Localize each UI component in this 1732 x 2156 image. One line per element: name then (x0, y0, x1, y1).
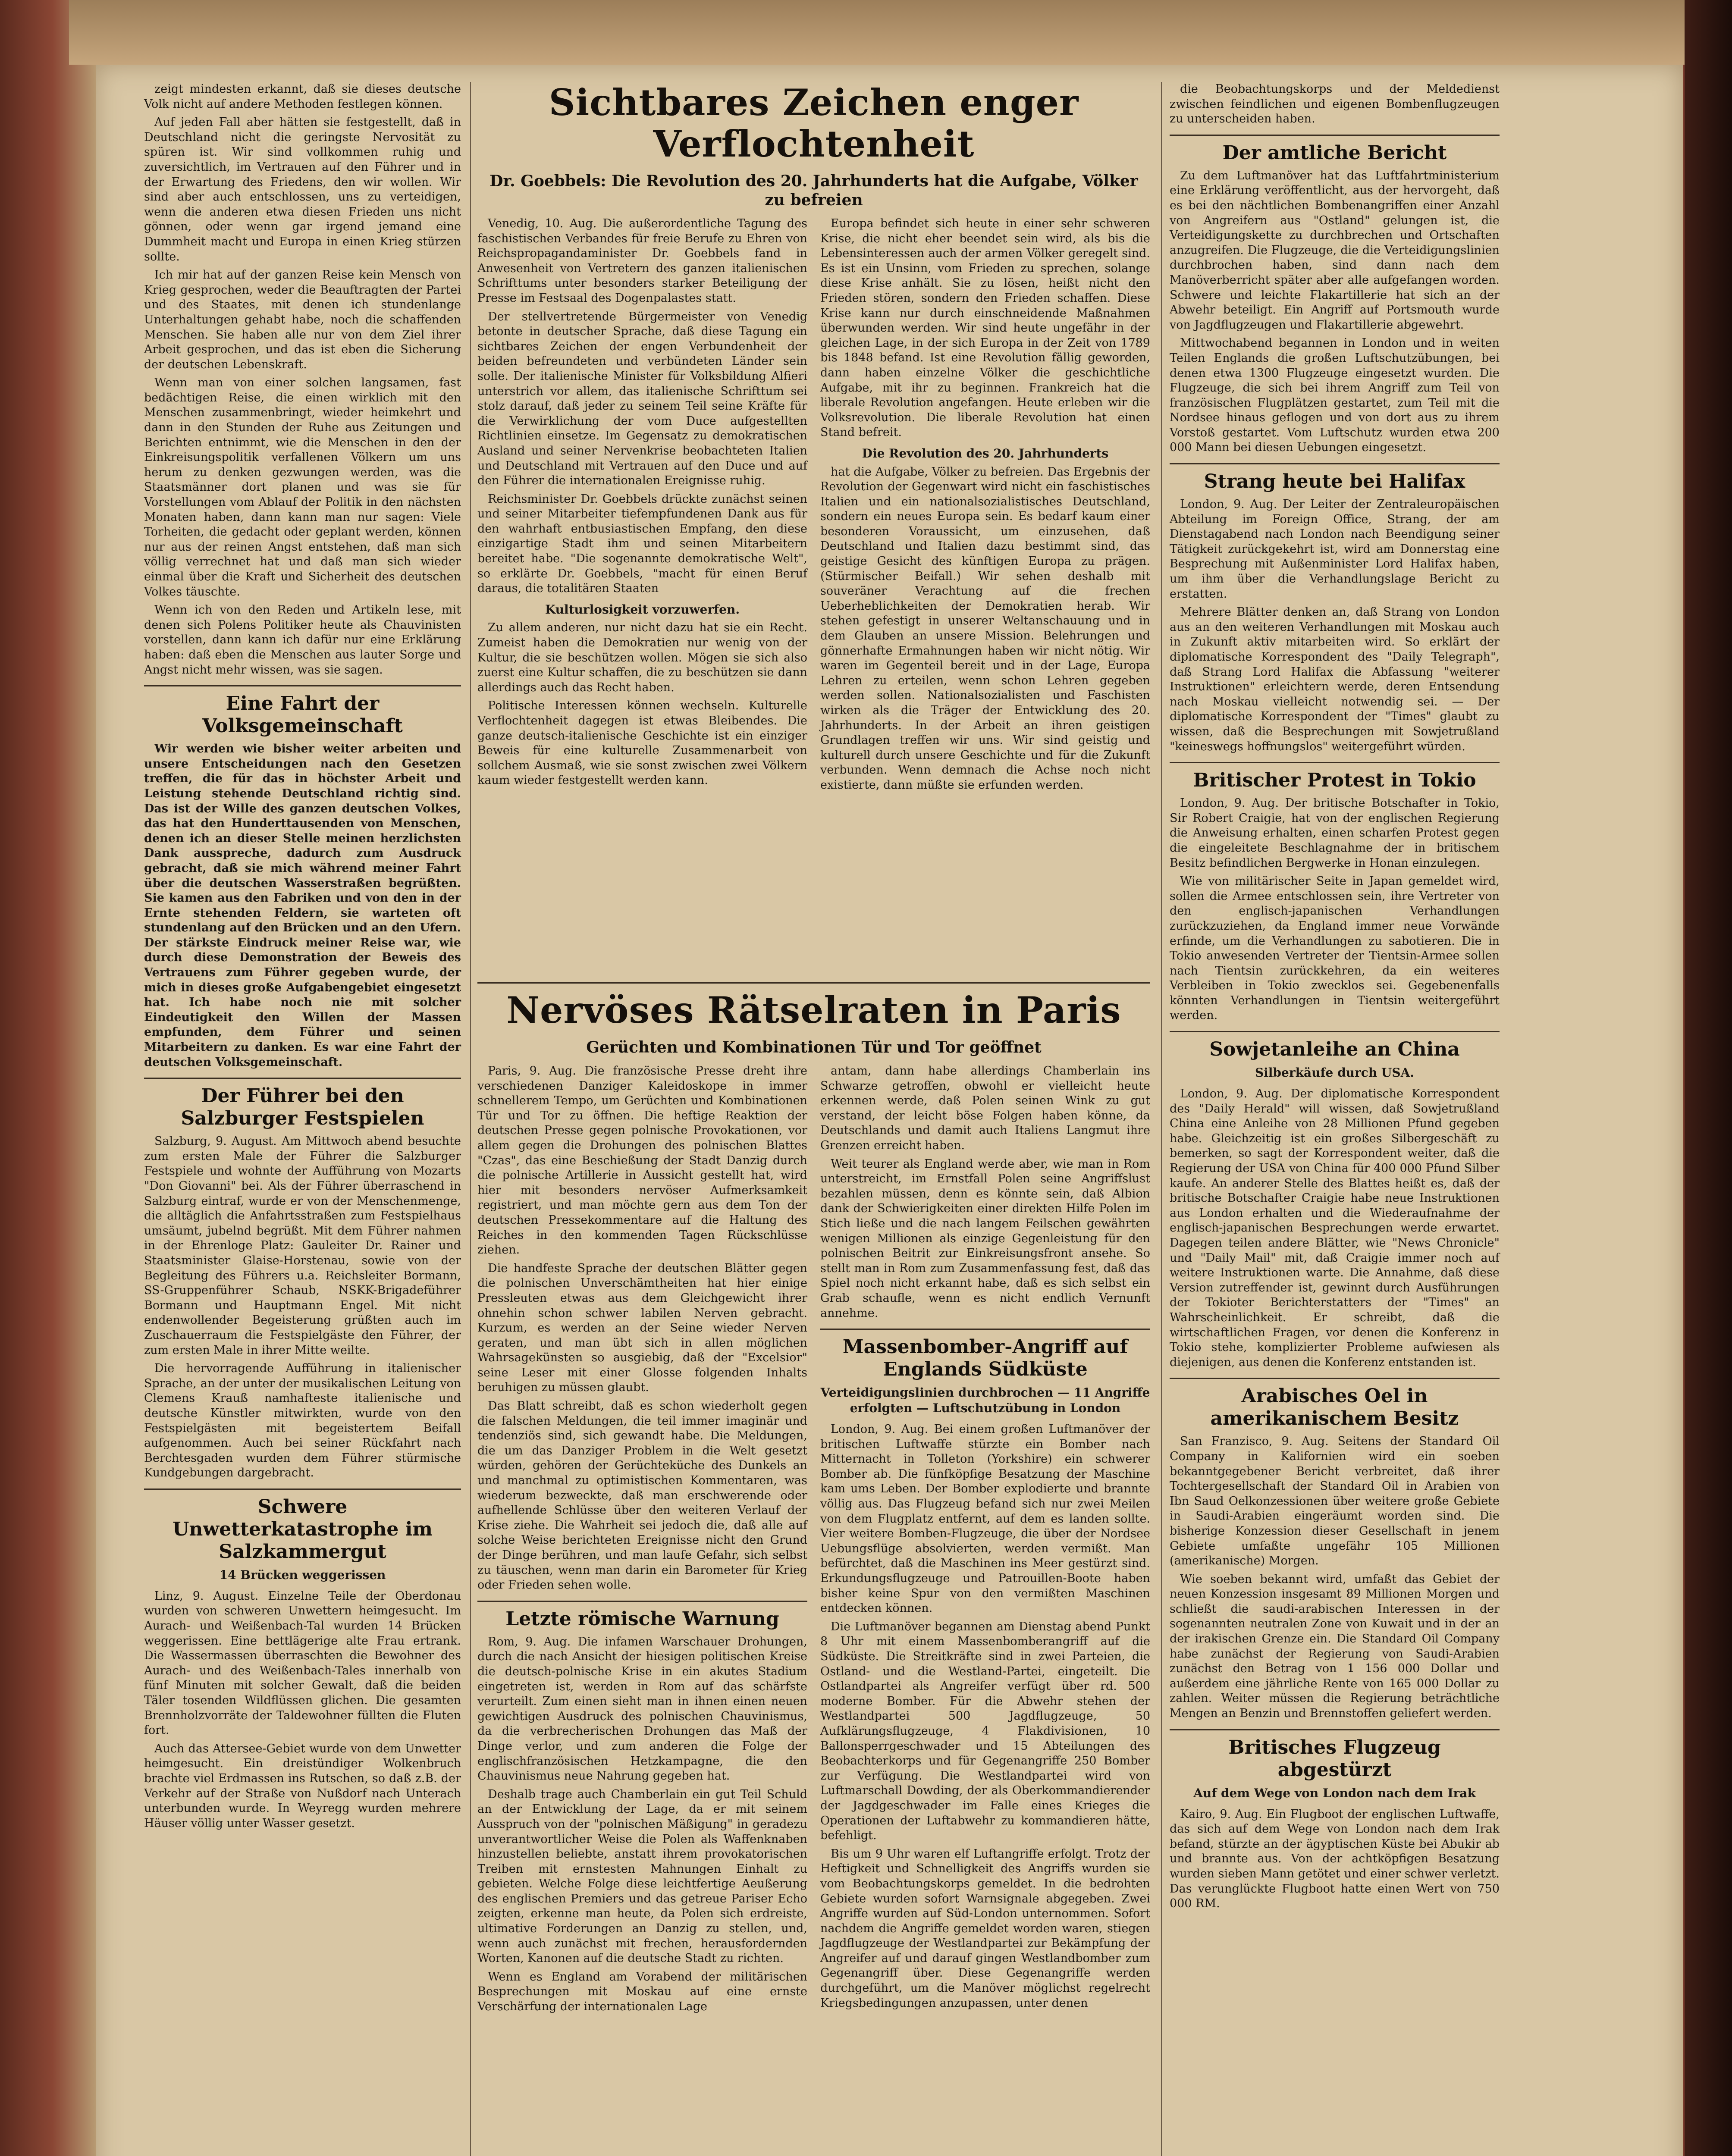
column-1 (144, 82, 461, 1834)
divider (477, 1601, 807, 1602)
article-paragraph: antam, dann habe allerdings Chamberlain ins Schwarze getroffen, obwohl er vielleicht heute erkennen werde, daß Polen seinen Wink zu gut verstand, der leicht böse Folgen haben könne, da Deutschlands und damit auch Italiens Langmut ihre Grenzen erreicht haben. (820, 1064, 1150, 1152)
headline-bomber: Massenbomber-Angriff auf Englands Südküste (842, 1336, 1128, 1381)
subhead-flugzeug: Auf dem Wege von London nach dem Irak (1193, 1786, 1476, 1800)
col1-paragraphs-2 (144, 742, 461, 1070)
article-paragraph: London, 9. Aug. Der diplomatische Korrespondent des "Daily Herald" will wissen, daß Sowjetrußland China eine Anleihe von 28 Millionen Pfund gegeben habe. Gleichzeitig ist ein großes Silbergeschäft zu bemerken, so sagt der Korrespondent weiter, daß die Regierung der USA von China für 400 000 Pfund Silber kaufe. An anderer Stelle des Blattes heißt es, daß der britische Botschafter Craigie habe neue Instruktionen aus London erhalten und die Wiederaufnahme der englisch-japanischen Besprechungen werde erwartet. Dagegen teilen andere Blätter, wie "News Chronicle" und "Daily Mail" mit, daß Craigie immer noch auf weitere Instruktionen warte. Die Annahme, daß diese Version zutreffender ist, gewinnt durch Ausführungen der Tokioter Berichterstatters der "Times" an Wahrscheinlichkeit. Er schreibt, daß die wirtschaftlichen Fragen, vor denen die Konferenz in Tokio stehe, komplizierter Probleme aufwiesen als diejenigen, aus denen die Konferenz entstanden ist. (1170, 1087, 1500, 1369)
article-paragraph: Wenn man von einer solchen langsamen, fast bedächtigen Reise, die einen wirklich mit den Menschen zusammenbringt, wieder heimkehrt und dann in den Stunden der Ruhe aus Zeitungen und Berichten entnimmt, wie die Menschen in den der Einkreisungspolitik verfallenen Völkern um uns herum zu denken gezwungen werden, was die Staatsmänner dort planen und was sie für Vorstellungen vom Ablauf der Politik in den nächsten Monaten haben, dann kann man nur sagen: Viele Torheiten, die gedacht oder geplant werden, können nur aus der reinen Angst entstehen, daß man sich völlig verrechnet hat und daß man sich wieder einmal über die Kraft und Sicherheit des deutschen Volkes täuschte. (144, 376, 461, 599)
main-col-a-text (477, 216, 807, 596)
article-paragraph: Wenn ich von den Reden und Artikeln lese, mit denen sich Polens Politiker heute als Chauvinisten vorstellen, dann kann ich dafür nur eine Erklärung haben: daß eben die Menschen aus lauter Sorge und Angst nicht mehr wissen, was sie sagen. (144, 603, 461, 677)
article-paragraph: Wenn es England am Vorabend der militärischen Besprechungen mit Moskau auf eine ernste Verschärfung der internationalen Lage (477, 1970, 807, 2014)
article-paragraph: Weit teurer als England werde aber, wie man in Rom unterstreicht, im Ernstfall Polen seine Angriffslust bezahlen müssen, denn es könnte sein, daß Albion dank der Schwierigkeiten einer direkten Hilfe Polen im Stich ließe und die nach langem Feilschen gewährten wenigen Millionen als einzige Gegenleistung für den polnischen Beitrit zur Einkreisungsfront ansehe. So stellt man in Rom zum Zusammenfassung fest, daß das Spiel noch nicht erkannt habe, daß es sich selbst ein Grab schaufle, wenn es nicht endlich Vernunft annehme. (820, 1157, 1150, 1320)
headline-salzburg: Der Führer bei den Salzburger Festspielen (181, 1085, 424, 1130)
article-paragraph: Der stellvertretende Bürgermeister von Venedig betonte in deutscher Sprache, daß diese Tagung ein sichtbares Zeichen der engen Verbundenheit der beiden befreundeten und verbündeten Länder sein solle. Der italienische Minister für Volksbildung Alfieri unterstrich vor allem, das italienische Schrifttum sei stolz darauf, daß jeder zu seinem Teil seine Kräfte für die Verwirklichung der vom Duce aufgestellten Richtlinien einsetze. Im Gegensatz zu demokratischen Ausland und seiner Nervenkrise beobachteten Italien und Deutschland mit Vertrauen auf den Duce und auf den Führer die internationalen Ereignisse ruhig. (477, 310, 807, 488)
paris-article (477, 975, 1150, 2018)
headline-bericht: Der amtliche Bericht (1222, 141, 1447, 164)
article-paragraph: Deshalb trage auch Chamberlain ein gut Teil Schuld an der Entwicklung der Lage, da er mit seinem Ausspruch von der "polnischen Mäßigung" in geradezu unverantwortlicher Weise die Polen als Waffenknaben hinzustellen beliebte, anstatt ihrem provokatorischen Treiben mit ernstesten Mahnungen Einhalt zu gebieten. Welche Folge diese leichtfertige Aeußerung des englischen Premiers und das getreue Pariser Echo zeigten, erkenne man heute, da Polen sich erdreiste, ultimative Forderungen an Danzig zu stellen, und, wenn auch zunächst mit frechen, herausfordernden Worten, Kanonen auf die deutsche Stadt zu richten. (477, 1787, 807, 1965)
article-paragraph: Salzburg, 9. August. Am Mittwoch abend besuchte zum ersten Male der Führer die Salzburger Festspiele und wohnte der Aufführung von Mozarts "Don Giovanni" bei. Als der Führer überraschend in Salzburg eintraf, wurde er von der Menschenmenge, die alltäglich die Anfahrtsstraßen zum Festspielhaus umsäumt, jubelnd begrüßt. Mit dem Führer nahmen in der Ehrenloge Platz: Gauleiter Dr. Rainer und Staatsminister Glaise-Horstenau, sowie von der Begleitung des Führers u.a. Reichsleiter Bormann, SS-Gruppenführer Schaub, NSKK-Brigadeführer Bormann und Hauptmann Engel. Mit nicht endenwollender Begeisterung grüßten auch im Zuschauerraum die Festspielgäste den Führer, der zum ersten Male in ihrer Mitte weilte. (144, 1134, 461, 1357)
main-col-b-text-b (820, 465, 1150, 793)
article-paragraph: Auf jeden Fall aber hätten sie festgestellt, daß in Deutschland nicht die geringste Nervosität zu spüren ist. Wir sind vollkommen ruhig und zuversichtlich, im Vertrauen auf den Führer und in der Erwartung des Friedens, den wir wollen. Wir sind aber auch entschlossen, uns zu verteidigen, wenn die anderen etwa diesen Frieden uns nicht gönnen, oder wenn gar irgend jemand eine Dummheit macht und Europa in einen Krieg stürzen sollte. (144, 116, 461, 263)
divider (1170, 1031, 1500, 1032)
article-paragraph: London, 9. Aug. Der britische Botschafter in Tokio, Sir Robert Craigie, hat von der englischen Regierung die Anweisung erhalten, einen scharfen Protest gegen die eingeleitete Beschlagnahme der in britischem Besitz befindlichen Bergwerke in Honan einzulegen. (1170, 796, 1500, 870)
page-stack-top (69, 0, 1691, 65)
headline-flugzeug: Britisches Flugzeug abgestürzt (1228, 1736, 1441, 1781)
main-col-a (477, 216, 807, 796)
column-5 (1170, 82, 1500, 1915)
article-paragraph: Auch das Attersee-Gebiet wurde von dem Unwetter heimgesucht. Ein dreistündiger Wolkenbruch brachte viel Erdmassen ins Rutschen, so daß z.B. der Verkehr auf der Straße von Nußdorf nach Unterach unterbunden wurde. In Weyregg wurden mehrere Häuser völlig unter Wasser gesetzt. (144, 1742, 461, 1830)
subhead-bomber: Verteidigungslinien durchbrochen — 11 Angriffe erfolgten — Luftschutzübung in London (820, 1385, 1150, 1416)
warnung-text (477, 1635, 807, 2015)
section-label: Kulturlosigkeit vorzuwerfen. (545, 602, 740, 617)
bomber-text (820, 1422, 1150, 2011)
article-paragraph: Die handfeste Sprache der deutschen Blätter gegen die polnischen Unverschämtheiten hat hier einige Pressleuten etwas aus dem Gleichgewicht ihrer ohnehin schon schwer labilen Nerven gebracht. Kurzum, es werden an der Seine wieder Nerven geraten, und man übt sich in allen möglichen Wahrsagekünsten so ausgiebig, daß der "Excelsior" seine Leser mit einer Glosse folgenden Inhalts beruhigen zu müssen glaubt. (477, 1261, 807, 1395)
col5-intro (1170, 82, 1500, 127)
paris-col-b-text (820, 1064, 1150, 1321)
column-rule (1161, 82, 1162, 2156)
oel-text (1170, 1434, 1500, 1721)
article-paragraph: Wie soeben bekannt wird, umfaßt das Gebiet der neuen Konzession insgesamt 89 Millionen Morgen und schließt die saudi-arabischen Interessen in der sogenannten neutralen Zone von Kuwait und in der an der irakischen Grenze ein. Die Standard Oil Company habe zunächst der Regierung von Saudi-Arabien zunächst den Betrag von 1 156 000 Dollar und außerdem eine jährliche Rente von 165 000 Dollar zu zahlen. Weiter müssen die Regierung beträchtliche Mengen an Benzin und Brennstoffen geliefert werden. (1170, 1572, 1500, 1720)
subhead-unwetter: 14 Brücken weggerissen (219, 1567, 386, 1582)
flug-text (1170, 1807, 1500, 1912)
article-paragraph: Wir werden wie bisher weiter arbeiten und unsere Entscheidungen nach den Gesetzen treffen, die für das in höchster Arbeit und Leistung stehende Deutschland richtig sind. Das ist der Wille des ganzen deutschen Volkes, das hat den Hunderttausenden von Menschen, denen ich an dieser Stelle meinen herzlichsten Dank ausspreche, dadurch zum Ausdruck gebracht, daß sie mich während meiner Fahrt über die deutschen Wasserstraßen begrüßten. Sie kamen aus den Fabriken und von den in der Ernte stehenden Feldern, sie warteten oft stundenlang auf den Brücken und an den Ufern. Der stärkste Eindruck meiner Reise war, wie durch diese Demonstration der Beweis des Vertrauens zum Führer gegeben wurde, der mich in dieses große Aufgabengebiet eingesetzt hat. Ich habe noch nie mit solcher Eindeutigkeit den Willen der Massen empfunden, dem Führer und seinen Mitarbeitern zu danken. Es war eine Fahrt der deutschen Volksgemeinschaft. (144, 742, 461, 1069)
col1-paragraphs-4 (144, 1589, 461, 1831)
divider (144, 1489, 461, 1490)
halifax-text (1170, 497, 1500, 754)
main-subheadline: Dr. Goebbels: Die Revolution des 20. Jahrhunderts hat die Aufgabe, Völker zu befreien (489, 172, 1138, 209)
book-binding-left (0, 0, 96, 2156)
china-text (1170, 1087, 1500, 1370)
newspaper-page (96, 65, 1683, 2156)
article-paragraph: Politische Interessen können wechseln. Kulturelle Verflochtenheit dagegen ist etwas Bleibendes. Die ganze deutsch-italienische Geschichte ist ein einziger Beweis für eine kulturelle Zusammenarbeit von sollchem Ausmaß, wie sie sonst zwischen zwei Völkern kaum wieder festgestellt werden kann. (477, 699, 807, 787)
article-paragraph: San Franzisco, 9. Aug. Seitens der Standard Oil Company in Kalifornien wird ein soeben bekanntgegebener Bericht verbreitet, daß ihrer Tochtergesellschaft der Standard Oil in Arabien von Ibn Saud Oelkonzessionen über weitere große Gebiete in Saudi-Arabien eingeräumt worden sind. Die bisherige Konzession dieser Gesellschaft in jenem Gebiete umfaßte ungefähr 105 Millionen (amerikanische) Morgen. (1170, 1435, 1500, 1568)
main-headline: Sichtbares Zeichen enger Verflochtenheit (549, 81, 1079, 165)
article-paragraph: Das Blatt schreibt, daß es schon wiederholt gegen die falschen Meldungen, die teil immer imaginär und tendenziös sind, sich gewandt habe. Die Meldungen, die um das Danziger Problem in die Welt gesetzt würden, gehören der Gerüchteküche des Dunkels an und manchmal zu optimistischen Kommentaren, was wiederum bezweckte, daß man erschwerende oder aufhellende Schlüsse über den weiteren Verlauf der Krise ziehe. Die Wahrheit sei jedoch die, daß alle auf solche Weise berichteten Ereignisse nicht den Grund der Dinge berühren, und man laufe Gefahr, sich selbst zu täuschen, wenn man darin ein Barometer für Krieg oder Frieden sehen wolle. (477, 1399, 807, 1592)
article-paragraph: London, 9. Aug. Der Leiter der Zentraleuropäischen Abteilung im Foreign Office, Strang, der am Dienstagabend nach London nach Beendigung seiner Tätigkeit zurückgekehrt ist, wird am Donnerstag eine Besprechung mit Außenminister Lord Halifax haben, um ihm über die Verhandlungslage Bericht zu erstatten. (1170, 498, 1500, 601)
article-paragraph: Zu allem anderen, nur nicht dazu hat sie ein Recht. Zumeist haben die Demokratien nur wenig von der Kultur, die sie beschützen wollen. Mögen sie sich also zuerst eine Kultur schaffen, die zu beschützen sie dann allerdings auch das Recht haben. (477, 621, 807, 694)
main-article (477, 82, 1150, 796)
article-paragraph: Europa befindet sich heute in einer sehr schweren Krise, die nicht eher beendet sein wird, als bis die Lebensinteressen auch der armen Völker geregelt sind. Es ist ein Unsinn, vom Frieden zu sprechen, solange diese Krise anhält. Sie zu lösen, heißt nicht den Frieden stören, sondern den Frieden schaffen. Diese Krise kann nur durch einschneidende Maßnahmen überwunden werden. Wir sind heute ungefähr in der gleichen Lage, in der sich Europa in der Zeit von 1789 bis 1848 befand. Ist eine Revolution fällig geworden, dann haben einzelne Völker die geschichtliche Aufgabe, mit ihr zu beginnen. Frankreich hat die liberale Revolution angefangen. Heute erleben wir die Volksrevolution. Die liberale Revolution hat einen Stand befreit. (820, 217, 1150, 439)
divider (1170, 463, 1500, 464)
section-label: Die Revolution des 20. Jahrhunderts (862, 446, 1109, 461)
article-paragraph: Die hervorragende Aufführung in italienischer Sprache, an der unter der musikalischen Leitung von Clemens Krauß namhafteste italienische und deutsche Künstler mitwirkten, wurde von den Festspielgästen mit begeistertem Beifall aufgenommen. Auch bei seiner Rückfahrt nach Berchtesgaden wurden dem Führer stürmische Kundgebungen dargebracht. (144, 1362, 461, 1480)
bericht-text (1170, 169, 1500, 455)
col1-paragraphs-3 (144, 1134, 461, 1481)
scanner-shadow-right (1685, 0, 1732, 2156)
article-paragraph: Rom, 9. Aug. Die infamen Warschauer Drohungen, durch die nach Ansicht der hiesigen politischen Kreise die deutsch-polnische Krise in ein akutes Stadium eingetreten ist, werden in Rom auf das schärfste verurteilt. Zum einen sieht man in ihnen einen neuen gewichtigen Ausdruck des polnischen Chauvinismus, da die verbrecherischen Drohungen das Maß der Dinge verlor, und zum anderen die Folge der englischfranzösischen Hetzkampagne, die den Chauvinismus neue Nahrung gegeben hat. (477, 1635, 807, 1783)
divider (144, 1078, 461, 1079)
paris-col-a (477, 1064, 807, 2018)
article-paragraph: Kairo, 9. Aug. Ein Flugboot der englischen Luftwaffe, das sich auf dem Wege von London nach dem Irak befand, stürzte an der ägyptischen Küste bei Abukir ab und brannte aus. Von der achtköpfigen Besatzung wurden sieben Mann getötet und einer schwer verletzt. Das verunglückte Flugboot hatte einen Wert von 750 000 RM. (1170, 1807, 1500, 1911)
headline-china: Sowjetanleihe an China (1209, 1038, 1460, 1061)
divider (1170, 762, 1500, 763)
headline-volksgemeinschaft: Eine Fahrt der Volksgemeinschaft (202, 693, 403, 737)
article-paragraph: Die Luftmanöver begannen am Dienstag abend Punkt 8 Uhr mit einem Massenbomberangriff auf die Südküste. Die Streitkräfte sind in zwei Parteien, die Ostland- und die Westland-Partei, eingeteilt. Die Ostlandpartei als Angreifer verfügt über rd. 500 moderne Bomber. Für die Abwehr stehen der Westlandpartei 500 Jagdflugzeuge, 50 Aufklärungsflugzeuge, 4 Flakdivisionen, 10 Ballonsperrgeschwader und 15 Abteilungen des Beobachterkorps und für Gegenangriffe 250 Bomber zur Verfügung. Die Westlandpartei wird von Luftmarschall Dowding, der als Oberkommandierender der Jagdgeschwader im Falle eines Krieges die Operationen der Luftabwehr zu kommandieren hätte, befehligt. (820, 1620, 1150, 1843)
article-paragraph: Mittwochabend begannen in London und in weiten Teilen Englands die großen Luftschutzübungen, bei denen etwa 1300 Flugzeuge eingesetzt wurden. Die Flugzeuge, die sich bei ihrem Angriff zum Teil von französischen Flugplätzen gestartet, zum Teil mit die Nordsee hinaus geflogen und von dort aus zu ihrem Vorstoß gestartet. Vom Luftschutz wurden etwa 200 000 Mann bei diesen Uebungen eingesetzt. (1170, 336, 1500, 454)
article-paragraph: Reichsminister Dr. Goebbels drückte zunächst seinen und seiner Mitarbeiter tiefempfundenen Dank aus für den wahrhaft entbusiastischen Empfang, den diese einzigartige Stadt ihm und seinen Mitarbeitern bereitet habe. "Die sogenannte demokratische Welt", so erklärte Dr. Goebbels, "macht für einen Beruf daraus, die totalitären Staaten (477, 492, 807, 595)
main-col-b-text (820, 216, 1150, 440)
divider (1170, 135, 1500, 136)
divider (1170, 1378, 1500, 1379)
main-col-b (820, 216, 1150, 796)
paris-headline: Nervöses Rätselraten in Paris (506, 989, 1121, 1031)
divider (820, 1329, 1150, 1330)
article-paragraph: Paris, 9. Aug. Die französische Presse dreht ihre verschiedenen Danziger Kaleidoskope in immer schnellerem Tempo, um Gerüchten und Kombinationen Tür und Tor zu öffnen. Die heftige Reaktion der deutschen Presse gegen polnische Provokationen, vor allem gegen die Drohungen des polnischen Blattes "Czas", das eine Beschießung der Stadt Danzig durch die polnische Artillerie in Aussicht gestellt hat, wird hier mit besonders nervöser Aufmerksamkeit registriert, und man möchte gern aus dem Ton der deutschen Pressekommentare auf die Haltung des Reiches in den kommenden Tagen Rückschlüsse ziehen. (477, 1064, 807, 1257)
article-paragraph: die Beobachtungskorps und der Meldedienst zwischen feindlichen und eigenen Bombenflugzeugen zu unterscheiden haben. (1170, 82, 1500, 126)
article-paragraph: London, 9. Aug. Bei einem großen Luftmanöver der britischen Luftwaffe stürzte ein Bomber nach Mitternacht in Tolleton (Yorkshire) ein schwerer Bomber ab. Die fünfköpfige Besatzung der Maschine kam ums Leben. Der Bomber explodierte und brannte völlig aus. Das Flugzeug befand sich nur zwei Meilen von dem Flugplatz entfernt, auf dem es landen sollte. Vier weitere Bomben-Flugzeuge, die über der Nordsee Uebungsflüge absolvierten, werden vermißt. Man befürchtet, daß die Maschinen ins Meer gestürzt sind. Erkundungsflugzeuge und Patrouillen-Boote haben bisher keine Spur von den vermißten Maschinen entdecken können. (820, 1423, 1150, 1615)
headline-halifax: Strang heute bei Halifax (1204, 470, 1465, 493)
article-paragraph: Linz, 9. August. Einzelne Teile der Oberdonau wurden von schweren Unwettern heimgesucht. Im Aurach- und Weißenbach-Tal wurden 14 Brücken weggerissen. Eine bettlägerige alte Frau ertrank. Die Wassermassen überraschten die Bewohner des Aurach- und des Weißenbach-Tales innerhalb von fünf Minuten mit solcher Gewalt, daß die beiden Täler tosenden Wildflüssen glichen. Die gesamten Brennholzvorräte der Taldewohner füllten die Fluten fort. (144, 1589, 461, 1737)
subhead-china: Silberkäufe durch USA. (1255, 1065, 1415, 1080)
paris-col-a-text (477, 1064, 807, 1593)
divider (144, 685, 461, 686)
article-paragraph: Zu dem Luftmanöver hat das Luftfahrtministerium eine Erklärung veröffentlicht, aus der hervorgeht, daß es bei den nächtlichen Bombenangriffen einer Anzahl von Angreifern aus "Ostland" gelungen ist, die Verteidigungskette zu durchbrechen und Ortschaften anzugreifen. Die Flugzeuge, die die Verteidigungslinien durchbrochen haben, sind dann nach dem Manöverberricht später aber alle aufgefangen worden. Schwere und leichte Flakartillerie hat sich an der Abwehr beteiligt. Ein Angriff auf Portsmouth wurde von Jagdflugzeugen und Flakartillerie abgewehrt. (1170, 169, 1500, 332)
headline-oel: Arabisches Oel in amerikanischem Besitz (1210, 1385, 1459, 1430)
tokio-text (1170, 796, 1500, 1023)
paris-col-b (820, 1064, 1150, 2018)
headline-tokio: Britischer Protest in Tokio (1193, 769, 1476, 792)
col1-paragraphs (144, 82, 461, 677)
main-col-a-text-b (477, 620, 807, 788)
article-paragraph: hat die Aufgabe, Völker zu befreien. Das Ergebnis der Revolution der Gegenwart wird nicht ein faschistisches Italien und ein nationalsozialistisches Deutschland, sondern ein neues Europa sein. Es bedarf kaum einer besonderen Voraussicht, um einzusehen, daß Deutschland und Italien dazu bestimmt sind, das geistige Gesicht des künftigen Europa zu prägen. (Stürmischer Beifall.) Wir sehen deshalb mit souveräner Verachtung auf die frechen Ueberheblichkeiten der Demokratien herab. Wir stehen gefestigt in unserer Weltanschauung und in dem Glauben an unsere Mission. Belehrungen und gönnerhafte Ermahnungen haben wir nicht nötig. Wir waren im Gegenteil bereit und in der Lage, Europa Lehren zu erteilen, wenn schon Lehren gegeben werden sollen. Nationalsozialisten und Faschisten wirken als die Träger der Entwicklung des 20. Jahrhunderts. In der Arbeit an ihren geistigen Grundlagen treffen wir uns. Wir sind geistig und kulturell durch unsere Geschichte und für die Zukunft verbunden. Wenn demnach die Achse noch nicht existierte, dann müßte sie erfunden werden. (820, 465, 1150, 792)
article-paragraph: zeigt mindesten erkannt, daß sie dieses deutsche Volk nicht auf andere Methoden festlegen können. (144, 82, 461, 111)
column-rule (470, 82, 471, 2156)
paris-subheadline: Gerüchten und Kombinationen Tür und Tor geöffnet (586, 1038, 1042, 1056)
article-paragraph: Wie von militärischer Seite in Japan gemeldet wird, sollen die Armee entschlossen sein, ihre Vertreter von den englisch-japanischen Verhandlungen zurückzuziehen, da England immer neue Vorwände erfinde, um die Verhandlungen zu sabotieren. Die in Tokio anwesenden Vertreter der Tientsin-Armee sollen nach Tientsin zurückkehren, da ein weiteres Verbleiben in Tokio zwecklos sei. Gegebenenfalls könnten Verhandlungen in Tientsin weitergeführt werden. (1170, 874, 1500, 1022)
article-paragraph: Venedig, 10. Aug. Die außerordentliche Tagung des faschistischen Verbandes für freie Berufe zu Ehren von Reichspropagandaminister Dr. Goebbels fand in Anwesenheit von Vertretern des ganzen italienischen Schrifttums unter besonders starker Beteiligung der Presse im Festsaal des Dogenpalastes statt. (477, 217, 807, 305)
article-paragraph: Ich mir hat auf der ganzen Reise kein Mensch von Krieg gesprochen, weder die Beauftragten der Partei und des Staates, mit denen ich stundenlange Unterhaltungen gehabt habe, noch die schaffenden Menschen. Sie haben alle nur von dem Ziel ihrer Arbeit gesprochen, und das ist eben die Sicherung der deutschen Lebenskraft. (144, 268, 461, 371)
article-paragraph: Bis um 9 Uhr waren elf Luftangriffe erfolgt. Trotz der Heftigkeit und Schnelligkeit des Angriffs wurden sie vom Beobachtungskorps gemeldet. In die bedrohten Gebiete wurden sofort Warnsignale abgegeben. Zwei Angriffe wurden auf Süd-London unternommen. Sofort nachdem die Angriffe gemeldet worden waren, stiegen Jagdflugzeuge der Westlandpartei zur Bekämpfung der Angreifer auf und darauf gingen Westlandbomber zum Gegenangriff über. Diese Gegenangriffe werden durchgeführt, um die Manöver möglichst regelrecht Kriegsbedingungen anzupassen, unter denen (820, 1847, 1150, 2010)
divider (477, 982, 1150, 984)
headline-warnung: Letzte römische Warnung (505, 1608, 779, 1630)
article-paragraph: Mehrere Blätter denken an, daß Strang von London aus an den weiteren Verhandlungen mit Moskau auch in Zukunft aktiv mitarbeiten wird. So erklärt der diplomatische Korrespondent des "Daily Telegraph", daß Strang Lord Halifax die Abfassung "weiterer Instruktionen" erleichtern werde, deren Entsendung nach Moskau vielleicht notwendig sei. — Der diplomatische Korrespondent der "Times" glaubt zu wissen, daß die Besprechungen mit Sowjetrußland "keineswegs hoffnungslos" weitergeführt würden. (1170, 605, 1500, 753)
divider (1170, 1729, 1500, 1730)
headline-unwetter: Schwere Unwetterkatastrophe im Salzkammergut (173, 1495, 433, 1563)
